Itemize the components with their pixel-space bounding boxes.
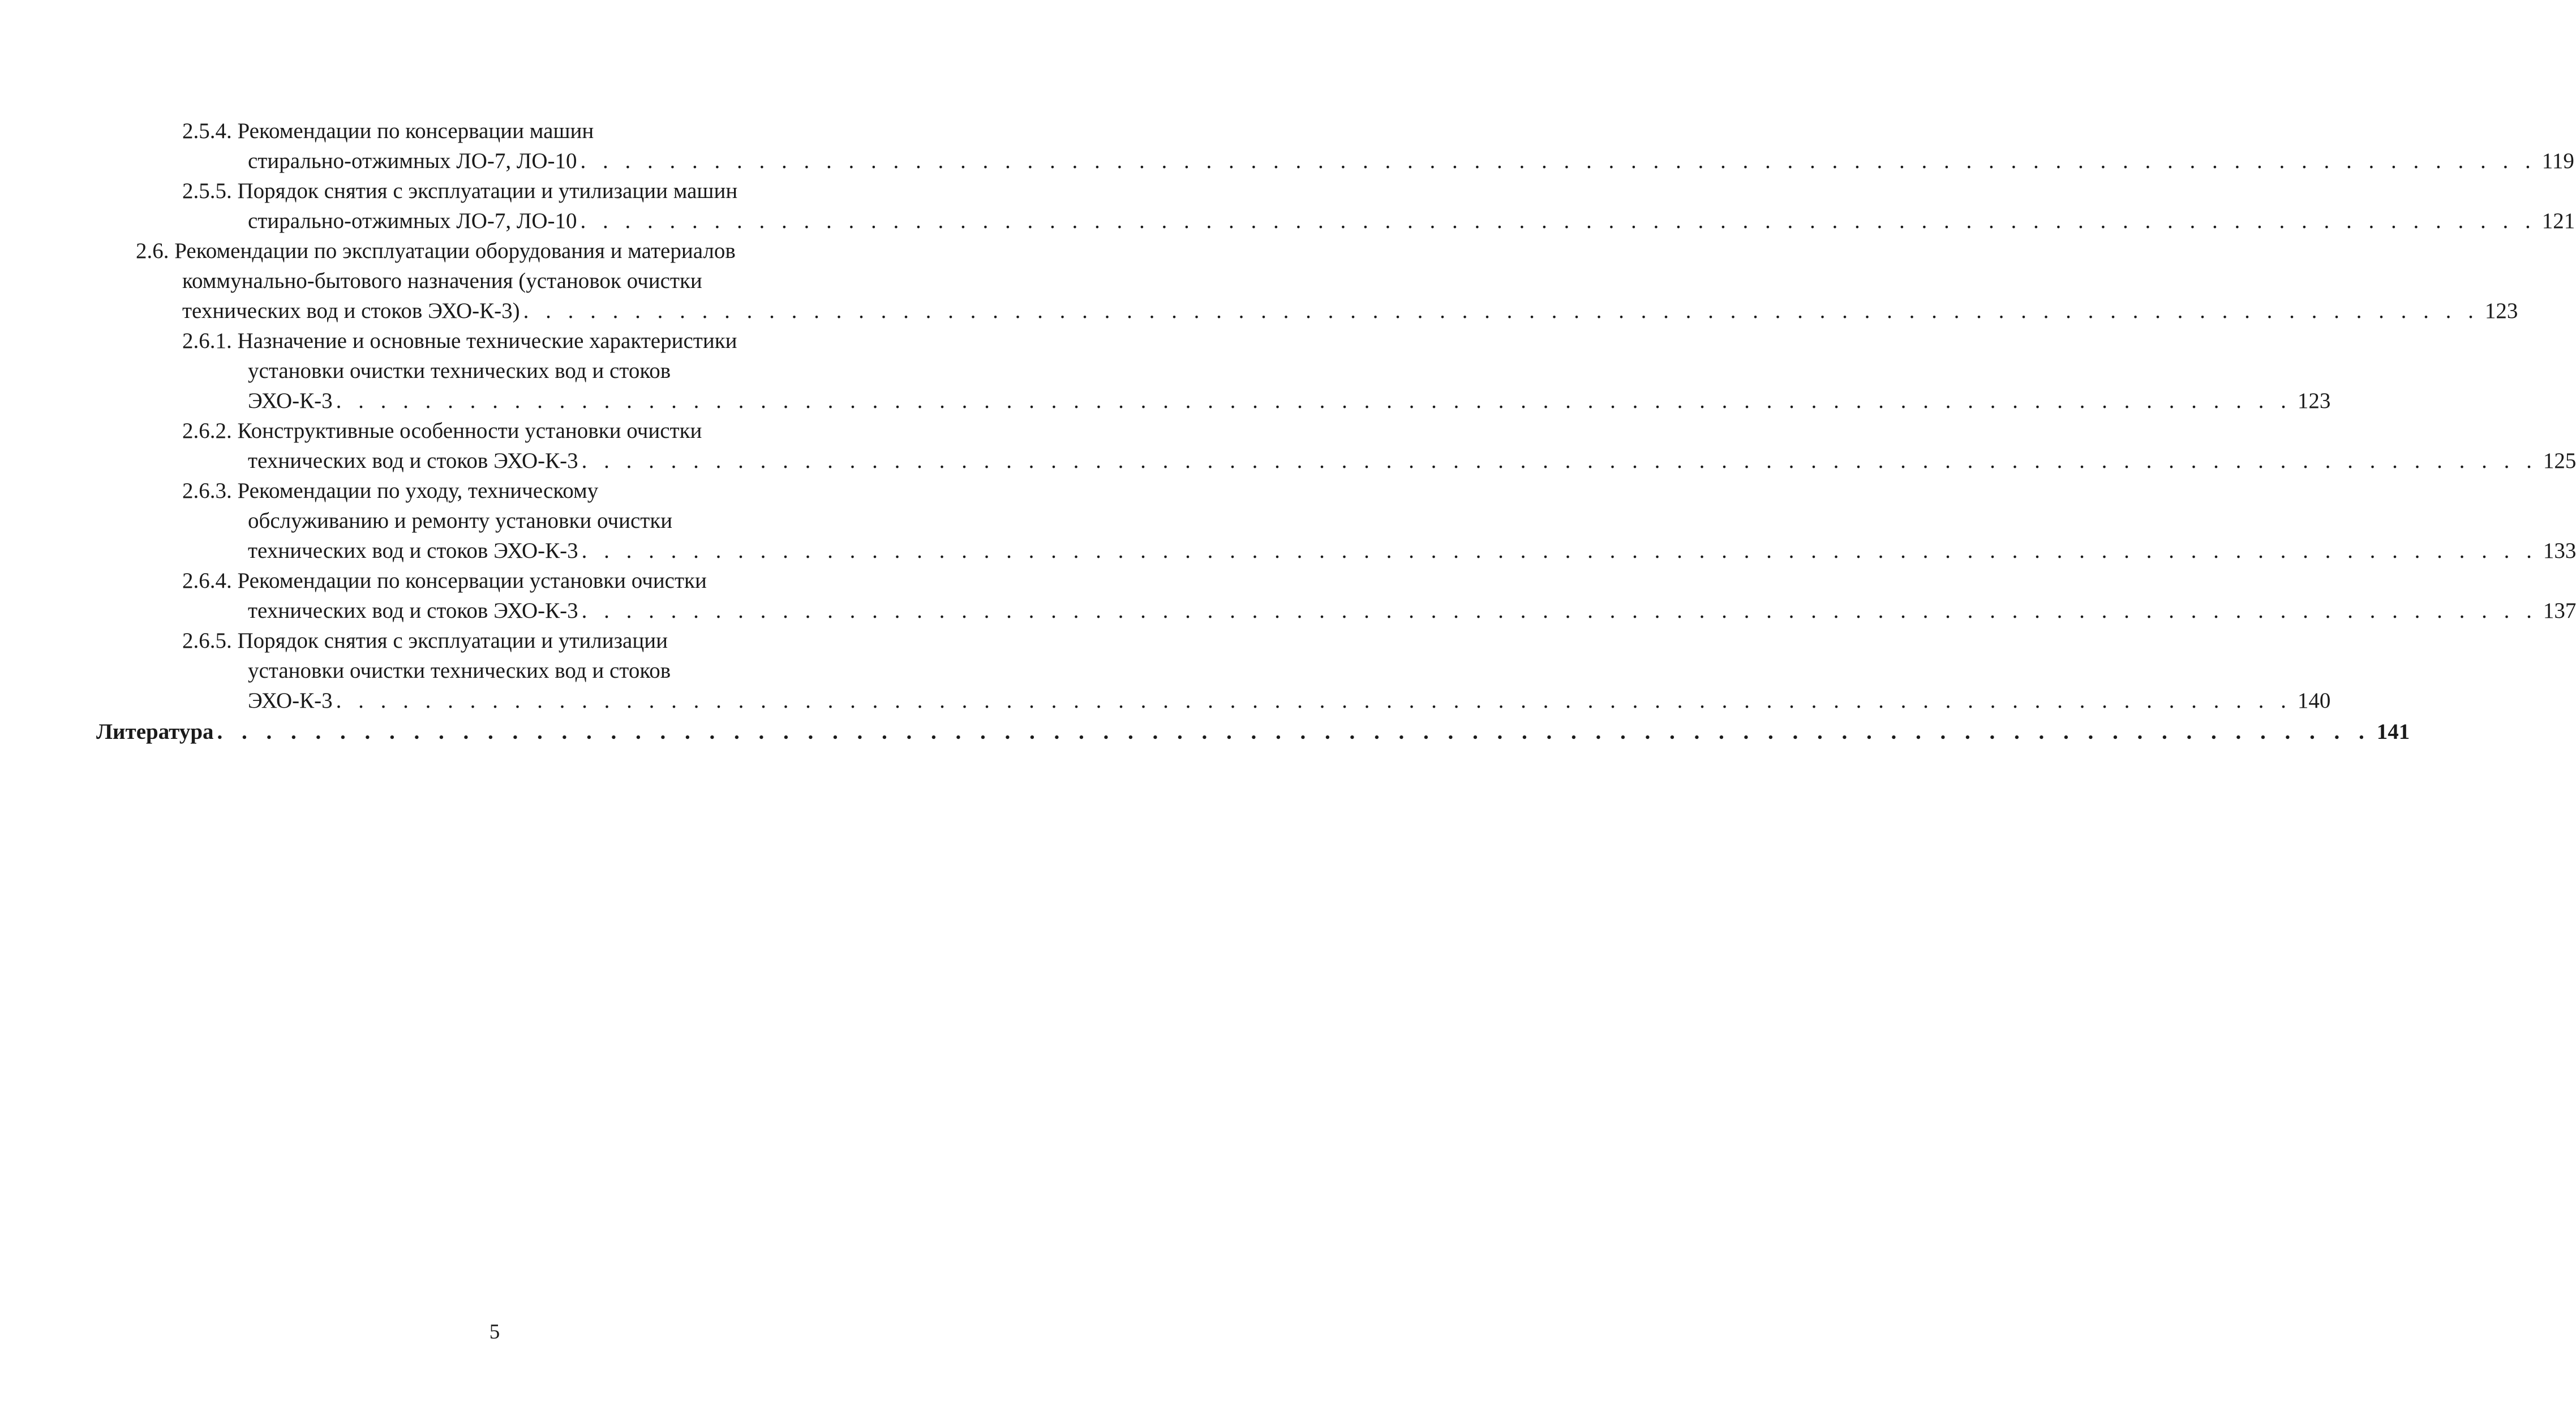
dot-leader: . . . . . . . . . . . . . . . . . . . . . . . . . . . . . . . . . . . . . . . . . . . . . . . . . . . . . . . . . . . . . . . . . . . . . . . . . . . . . . . . . . . . . . . . xyxy=(336,389,2292,413)
toc-entry-title: 2.6.3. Рекомендации по уходу, техническому xyxy=(182,479,599,503)
toc-entry-title: 2.6.2. Конструктивные особенности установки очистки xyxy=(182,419,702,443)
toc-entry-2-6[interactable] xyxy=(96,236,2518,326)
dot-leader: . . . . . . . . . . . . . . . . . . . . . . . . . . . . . . . . . . . . . . . . . . . . . . . . . . . . . . . . . . . . . . . . . . . . . . . . . . . . . . . . . . . . . . . . xyxy=(580,149,2536,173)
toc-entry-title: 2.6. Рекомендации по эксплуатации оборудования и материалов xyxy=(136,239,736,263)
toc-entry-2-6-4[interactable] xyxy=(96,566,2576,626)
dot-leader: . . . . . . . . . . . . . . . . . . . . . . . . . . . . . . . . . . . . . . . . . . . . . . . . . . . . . . . . . . . . . . . . . . . . . . . . . . . . . . . . . . . . . . . . xyxy=(336,688,2292,713)
toc-entry-title-continued: коммунально-бытового назначения (установок очистки xyxy=(182,269,702,293)
dot-leader: . . . . . . . . . . . . . . . . . . . . . . . . . . . . . . . . . . . . . . . . . . . . . . . . . . . . . . . . . . . . . . . . . . . . . . . . . . . . . . . . . . . . . . . . xyxy=(523,299,2479,323)
dot-leader: . . . . . . . . . . . . . . . . . . . . . . . . . . . . . . . . . . . . . . . . . . . . . . . . . . . . . . . . . . . . . . . . . . . . . . . . . . . . . . . . . . . . . . . . xyxy=(581,539,2538,563)
toc-entry-title: 2.5.5. Порядок снятия с эксплуатации и утилизации машин xyxy=(182,179,738,203)
toc-entry-2-6-5[interactable] xyxy=(96,626,2331,716)
toc-entry-title-continued: технических вод и стоков ЭХО-К-3 xyxy=(248,599,578,623)
toc-entry-title-continued: технических вод и стоков ЭХО-К-3) xyxy=(182,299,520,323)
toc-entry-title-continued: обслуживанию и ремонту установки очистки xyxy=(248,509,673,533)
toc-entry-title-continued: установки очистки технических вод и стоков xyxy=(248,659,671,683)
toc-entry-title-continued: технических вод и стоков ЭХО-К-3 xyxy=(248,449,578,473)
toc-entry-literature[interactable] xyxy=(96,717,2410,747)
toc-page-number: 133 xyxy=(2543,539,2576,563)
table-of-contents xyxy=(96,116,2576,747)
toc-entry-2-5-5[interactable] xyxy=(96,176,2575,236)
toc-page-number: 125 xyxy=(2543,449,2576,473)
toc-page-number: 123 xyxy=(2297,389,2331,413)
toc-entry-title: 2.6.4. Рекомендации по консервации установки очистки xyxy=(182,569,707,593)
dot-leader: . . . . . . . . . . . . . . . . . . . . . . . . . . . . . . . . . . . . . . . . . . . . . . . . . . . . . . . . . . . . . . . . . . . . . . . . . . . . . . . . . . . . . . . . xyxy=(581,449,2538,473)
toc-entry-title-continued: ЭХО-К-3 xyxy=(248,688,333,713)
page-number: 5 xyxy=(489,1320,500,1344)
toc-entry-title-continued: стирально-отжимных ЛО-7, ЛО-10 xyxy=(248,209,577,233)
toc-page-number: 141 xyxy=(2376,720,2410,744)
toc-entry-title-continued: ЭХО-К-3 xyxy=(248,389,333,413)
toc-entry-title: 2.6.1. Назначение и основные технические характеристики xyxy=(182,329,737,353)
toc-entry-2-6-3[interactable] xyxy=(96,476,2576,566)
toc-entry-title: Литература xyxy=(96,720,214,744)
toc-page-number: 137 xyxy=(2543,599,2576,623)
toc-entry-title: 2.6.5. Порядок снятия с эксплуатации и утилизации xyxy=(182,629,668,653)
toc-page-number: 121 xyxy=(2541,209,2575,233)
toc-page-number: 140 xyxy=(2297,688,2331,713)
toc-page-number: 119 xyxy=(2541,149,2574,173)
toc-entry-title-continued: стирально-отжимных ЛО-7, ЛО-10 xyxy=(248,149,577,173)
toc-entry-title: 2.5.4. Рекомендации по консервации машин xyxy=(182,119,594,143)
dot-leader: . . . . . . . . . . . . . . . . . . . . . . . . . . . . . . . . . . . . . . . . . . . . . . . . . . . . . . . . . . . . . . . . . . . . . . . . . . . . . . . . . . . . . . . . xyxy=(580,209,2536,233)
toc-entry-2-6-1[interactable] xyxy=(96,326,2331,416)
toc-entry-title-continued: установки очистки технических вод и стоков xyxy=(248,359,671,383)
toc-entry-2-6-2[interactable] xyxy=(96,416,2576,476)
toc-entry-title-continued: технических вод и стоков ЭХО-К-3 xyxy=(248,539,578,563)
dot-leader: . . . . . . . . . . . . . . . . . . . . . . . . . . . . . . . . . . . . . . . . . . . . . . . . . . . . . . . . . . . . . . . . . . . . . . . . . . . . . . . . . . . . . . . . xyxy=(581,599,2538,623)
dot-leader: . . . . . . . . . . . . . . . . . . . . . . . . . . . . . . . . . . . . . . . . . . . . . . . . . . . . . . . . . . . . . . . . . . . . . . . . . . . . . . . . . . . . . . . . xyxy=(217,720,2371,744)
toc-page-number: 123 xyxy=(2484,299,2518,323)
toc-entry-2-5-4[interactable] xyxy=(96,116,2574,176)
